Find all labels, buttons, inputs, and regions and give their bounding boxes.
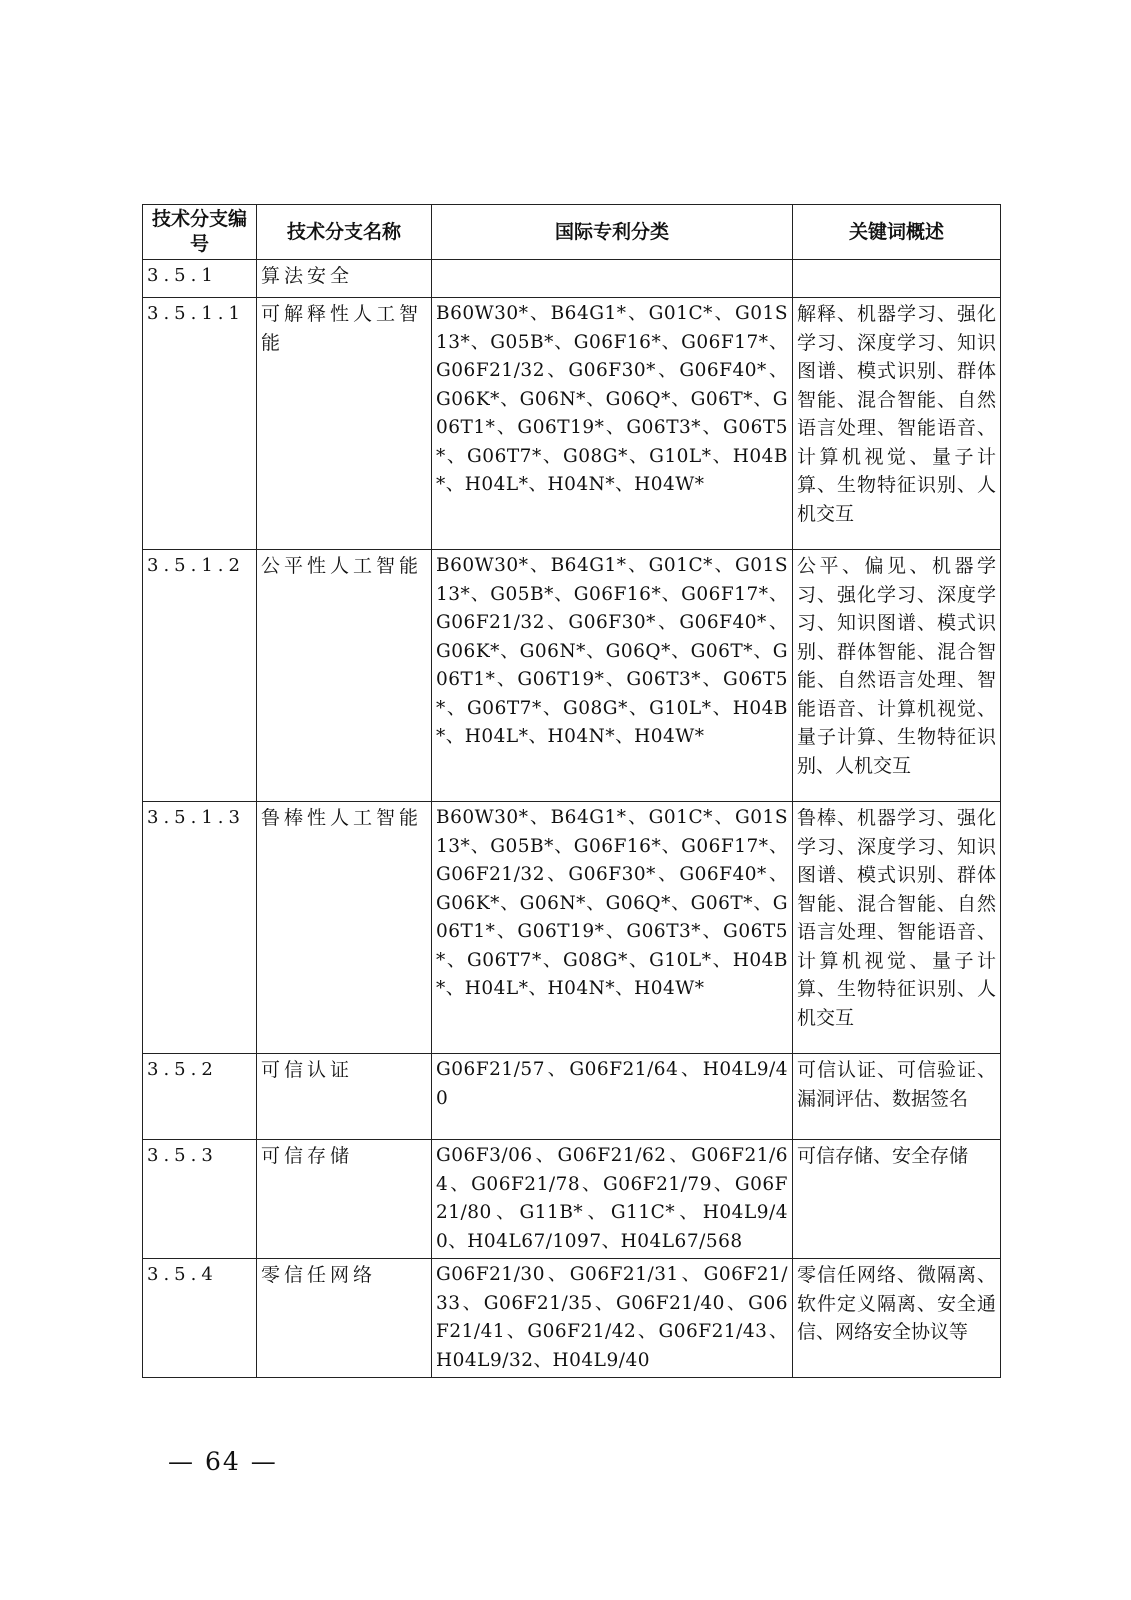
ipc-cell: G06F21/30、G06F21/31、G06F21/33、G06F21/35、G06F21/40、G06F21/41、G06F21/42、G06F21/43、H04L9/32、H04L9/40 <box>432 1259 793 1378</box>
header-keywords: 关键词概述 <box>793 205 1001 260</box>
table-row <box>143 1259 1001 1378</box>
ipc-cell: G06F3/06、G06F21/62、G06F21/64、G06F21/78、G06F21/79、G06F21/80、G11B*、G11C*、H04L9/40、H04L67/1097、H04L67/568 <box>432 1140 793 1259</box>
branch-number-cell: 3.5.1 <box>143 260 257 298</box>
branch-number-cell: 3.5.3 <box>143 1140 257 1259</box>
page-number: — 64 — <box>168 1447 278 1476</box>
branch-name-cell: 可信存储 <box>257 1140 432 1259</box>
keywords-cell: 鲁棒、机器学习、强化学习、深度学习、知识图谱、模式识别、群体智能、混合智能、自然语言处理、智能语音、计算机视觉、量子计算、生物特征识别、人机交互 <box>793 802 1001 1054</box>
keywords-cell: 零信任网络、微隔离、软件定义隔离、安全通信、网络安全协议等 <box>793 1259 1001 1378</box>
keywords-cell: 公平、偏见、机器学习、强化学习、深度学习、知识图谱、模式识别、群体智能、混合智能、自然语言处理、智能语音、计算机视觉、量子计算、生物特征识别、人机交互 <box>793 550 1001 802</box>
classification-table <box>142 204 1001 1378</box>
keywords-cell: 可信存储、安全存储 <box>793 1140 1001 1259</box>
branch-number-cell: 3.5.1.1 <box>143 298 257 550</box>
ipc-cell <box>432 260 793 298</box>
header-ipc: 国际专利分类 <box>432 205 793 260</box>
ipc-cell: B60W30*、B64G1*、G01C*、G01S13*、G05B*、G06F16*、G06F17*、G06F21/32、G06F30*、G06F40*、G06K*、G06N*、G06Q*、G06T*、G06T1*、G06T19*、G06T3*、G06T5*、G06T7*、G08G*、G10L*、H04B*、H04L*、H04N*、H04W* <box>432 298 793 550</box>
header-branch-number: 技术分支编号 <box>143 205 257 260</box>
keywords-cell: 解释、机器学习、强化学习、深度学习、知识图谱、模式识别、群体智能、混合智能、自然语言处理、智能语音、计算机视觉、量子计算、生物特征识别、人机交互 <box>793 298 1001 550</box>
branch-name-cell: 算法安全 <box>257 260 432 298</box>
table-body <box>143 260 1001 1378</box>
branch-number-cell: 3.5.1.3 <box>143 802 257 1054</box>
branch-name-cell: 可信认证 <box>257 1054 432 1140</box>
table-header <box>143 205 1001 260</box>
branch-name-cell: 鲁棒性人工智能 <box>257 802 432 1054</box>
ipc-cell: B60W30*、B64G1*、G01C*、G01S13*、G05B*、G06F16*、G06F17*、G06F21/32、G06F30*、G06F40*、G06K*、G06N*、G06Q*、G06T*、G06T1*、G06T19*、G06T3*、G06T5*、G06T7*、G08G*、G10L*、H04B*、H04L*、H04N*、H04W* <box>432 802 793 1054</box>
table-row <box>143 550 1001 802</box>
classification-table-container <box>142 204 1000 1378</box>
header-branch-name: 技术分支名称 <box>257 205 432 260</box>
table-row <box>143 1054 1001 1140</box>
table-row <box>143 802 1001 1054</box>
ipc-cell: G06F21/57、G06F21/64、H04L9/40 <box>432 1054 793 1140</box>
header-row <box>143 205 1001 260</box>
branch-number-cell: 3.5.2 <box>143 1054 257 1140</box>
keywords-cell: 可信认证、可信验证、漏洞评估、数据签名 <box>793 1054 1001 1140</box>
table-row <box>143 1140 1001 1259</box>
keywords-cell <box>793 260 1001 298</box>
table-row <box>143 260 1001 298</box>
branch-name-cell: 可解释性人工智能 <box>257 298 432 550</box>
branch-number-cell: 3.5.4 <box>143 1259 257 1378</box>
ipc-cell: B60W30*、B64G1*、G01C*、G01S13*、G05B*、G06F16*、G06F17*、G06F21/32、G06F30*、G06F40*、G06K*、G06N*、G06Q*、G06T*、G06T1*、G06T19*、G06T3*、G06T5*、G06T7*、G08G*、G10L*、H04B*、H04L*、H04N*、H04W* <box>432 550 793 802</box>
branch-name-cell: 零信任网络 <box>257 1259 432 1378</box>
branch-name-cell: 公平性人工智能 <box>257 550 432 802</box>
branch-number-cell: 3.5.1.2 <box>143 550 257 802</box>
table-row <box>143 298 1001 550</box>
